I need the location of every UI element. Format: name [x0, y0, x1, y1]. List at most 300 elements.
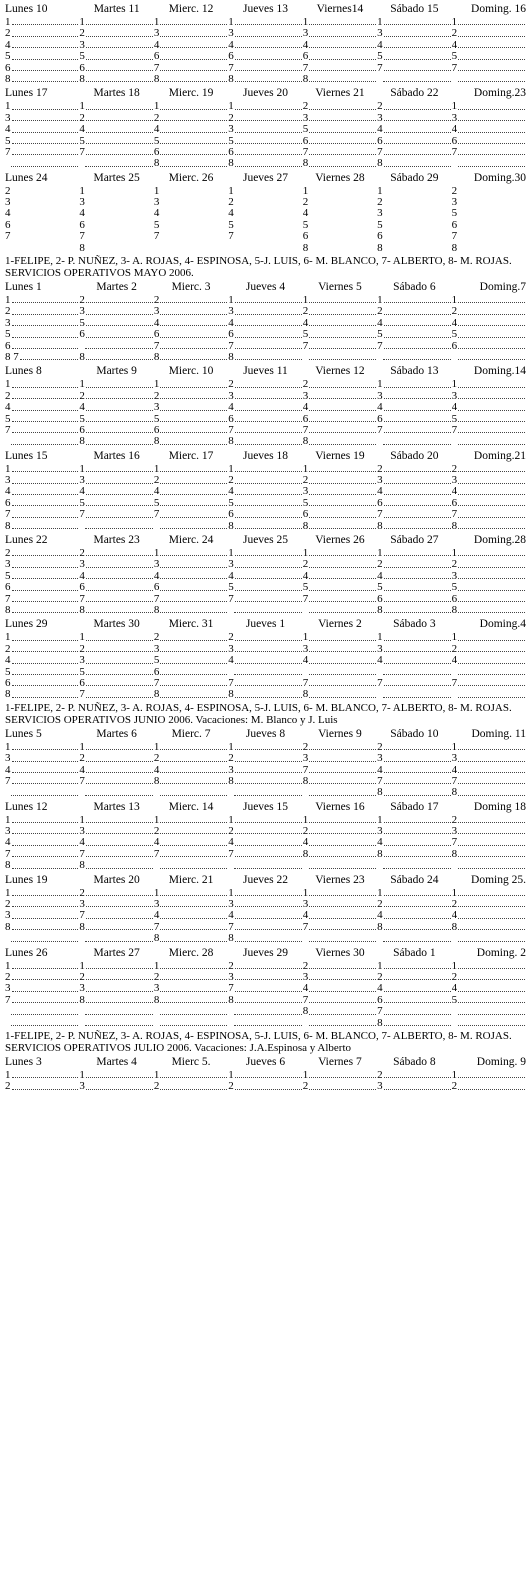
- dotted-leader: [384, 1077, 451, 1078]
- shift-cell: [5, 74, 79, 85]
- shift-number: 5: [5, 666, 11, 678]
- shift-number: 6: [228, 329, 234, 341]
- dotted-leader: [235, 578, 302, 579]
- shift-number: 4: [153, 486, 160, 498]
- dotted-leader: [160, 1089, 227, 1090]
- dotted-leader: [309, 132, 376, 133]
- dotted-leader: [12, 132, 79, 133]
- shift-cell: [228, 776, 302, 787]
- shift-number: 4: [377, 655, 383, 667]
- shift-cell: [377, 402, 451, 413]
- dotted-leader: [86, 302, 153, 303]
- shift-cell: [228, 487, 302, 498]
- dotted-leader: [384, 70, 451, 71]
- dotted-leader: [160, 154, 227, 155]
- dotted-leader: [160, 24, 227, 25]
- shift-cell: [79, 933, 153, 944]
- shift-cell: [154, 136, 228, 147]
- shift-number: 8: [451, 242, 458, 254]
- shift-number: 6: [302, 51, 309, 63]
- day-header: Sábado 29: [390, 171, 439, 184]
- shift-number: 4: [79, 837, 85, 849]
- dotted-leader: [235, 410, 302, 411]
- shift-cell: [5, 571, 79, 582]
- shift-row: [5, 379, 526, 390]
- shift-number: 8: [79, 605, 85, 616]
- shift-cell: [452, 498, 526, 509]
- dotted-leader: [235, 359, 302, 360]
- shift-cell: [5, 922, 79, 933]
- shift-cell: [154, 464, 228, 475]
- dotted-leader: [12, 143, 79, 144]
- shift-number: 2: [228, 379, 234, 391]
- dotted-leader: [11, 941, 78, 942]
- dotted-leader: [384, 471, 451, 472]
- shift-cell: [452, 487, 526, 498]
- shift-number: 3: [153, 983, 160, 995]
- shift-cell: [452, 753, 526, 764]
- dotted-leader: [458, 47, 525, 48]
- shift-number: 8: [302, 775, 309, 787]
- shift-cell: [228, 571, 302, 582]
- shift-number: 3: [5, 753, 11, 765]
- dotted-leader: [458, 1014, 525, 1015]
- shift-cell: [154, 231, 228, 242]
- dotted-leader: [86, 749, 153, 750]
- day-header: Mierc. 26: [168, 171, 214, 184]
- shift-cell: [452, 231, 526, 242]
- shift-number: 3: [5, 983, 11, 995]
- shift-number: 1: [228, 814, 234, 826]
- shift-cell: [377, 51, 451, 62]
- shift-number: 7: [451, 62, 458, 74]
- dotted-leader: [384, 918, 451, 919]
- day-header: Sábado 1: [393, 946, 436, 959]
- shift-number: 8: [5, 520, 11, 532]
- shift-number: 8: [228, 933, 234, 945]
- shift-cell: [452, 318, 526, 329]
- shift-cell: [452, 787, 526, 798]
- dotted-leader: [458, 968, 525, 969]
- dotted-leader: [12, 968, 79, 969]
- dotted-leader: [309, 674, 376, 675]
- shift-number: 1: [228, 295, 234, 307]
- shift-row: [5, 318, 526, 329]
- shift-cell: [377, 1081, 451, 1092]
- shift-cell: [377, 220, 451, 231]
- month-title: SERVICIOS OPERATIVOS JUNIO 2006. Vacaciones: M. Blanco y J. Luis: [5, 713, 338, 726]
- shift-cell: [79, 689, 153, 700]
- shift-number: 1: [5, 741, 11, 753]
- shift-number: 2: [451, 28, 458, 40]
- shift-cell: [228, 1070, 302, 1081]
- shift-cell: [303, 51, 377, 62]
- dotted-leader: [160, 143, 227, 144]
- dotted-leader: [235, 24, 302, 25]
- dotted-leader: [384, 601, 451, 602]
- shift-row: [5, 498, 526, 509]
- shift-cell: [79, 113, 153, 124]
- shift-cell: [5, 995, 79, 1006]
- dotted-leader: [235, 991, 302, 992]
- dotted-leader: [235, 483, 302, 484]
- dotted-leader: [160, 528, 227, 529]
- shift-number: 4: [153, 570, 160, 582]
- dotted-leader: [458, 24, 525, 25]
- shift-cell: [452, 197, 526, 208]
- shift-number: 3: [302, 899, 309, 911]
- dotted-leader: [235, 302, 302, 303]
- shift-cell: [452, 306, 526, 317]
- shift-cell: [228, 425, 302, 436]
- shift-number: 4: [5, 837, 11, 849]
- shift-cell: [452, 571, 526, 582]
- dotted-leader: [86, 567, 153, 568]
- shift-cell: [79, 922, 153, 933]
- shift-cell: [79, 815, 153, 826]
- shift-cell: [154, 509, 228, 520]
- week-block: [5, 364, 526, 447]
- dotted-leader: [12, 505, 79, 506]
- dotted-leader: [86, 47, 153, 48]
- dotted-leader: [458, 941, 525, 942]
- shift-number: 2: [5, 185, 11, 197]
- shift-cell: [452, 1070, 526, 1081]
- shift-cell: [303, 655, 377, 666]
- shift-cell: [377, 922, 451, 933]
- day-header: Doming. 9: [476, 1055, 526, 1068]
- shift-row: [5, 147, 526, 158]
- shift-number: 2: [377, 972, 383, 983]
- shift-cell: [5, 425, 79, 436]
- shift-number: 5: [451, 582, 458, 594]
- shift-number: 1: [302, 463, 309, 475]
- shift-number: 5: [451, 208, 458, 220]
- dotted-leader: [12, 81, 79, 82]
- shift-cell: [303, 776, 377, 787]
- shift-number: 7: [228, 983, 234, 995]
- shift-number: 2: [302, 559, 309, 571]
- week-header: [5, 800, 526, 815]
- shift-number: 7: [451, 231, 458, 243]
- shift-cell: [303, 113, 377, 124]
- shift-row: [5, 972, 526, 983]
- shift-number: 1: [5, 1069, 11, 1081]
- dotted-leader: [309, 772, 376, 773]
- day-header: Lunes 5: [5, 727, 42, 740]
- shift-number: 6: [451, 497, 458, 509]
- dotted-leader: [384, 348, 451, 349]
- day-header: Lunes 24: [5, 171, 48, 184]
- shift-cell: [377, 329, 451, 340]
- shift-cell: [303, 498, 377, 509]
- day-header: Doming.23: [473, 87, 526, 100]
- shift-row: [5, 208, 526, 219]
- shift-row: [5, 74, 526, 85]
- dotted-leader: [458, 1025, 525, 1026]
- dotted-leader: [86, 697, 153, 698]
- dotted-leader: [458, 494, 525, 495]
- shift-number: 4: [377, 764, 383, 776]
- shift-cell: [303, 295, 377, 306]
- shift-cell: [228, 521, 302, 532]
- dotted-leader: [384, 567, 451, 568]
- dotted-leader: [458, 685, 525, 686]
- shift-number: 8: [302, 436, 309, 448]
- dotted-leader: [160, 822, 227, 823]
- shift-number: 2: [451, 972, 458, 983]
- day-header: Martes 13: [93, 800, 140, 813]
- dotted-leader: [384, 120, 451, 121]
- shift-number: 4: [153, 764, 160, 776]
- day-header: Viernes 9: [318, 727, 362, 740]
- shift-number: 7: [451, 775, 458, 787]
- dotted-leader: [160, 856, 227, 857]
- dotted-leader: [309, 578, 376, 579]
- shift-number: 4: [79, 570, 85, 582]
- dotted-leader: [12, 590, 79, 591]
- dotted-leader: [458, 663, 525, 664]
- shift-cell: [79, 837, 153, 848]
- shift-cell: [377, 1018, 451, 1029]
- shift-cell: [452, 391, 526, 402]
- dotted-leader: [458, 833, 525, 834]
- dotted-leader: [309, 697, 376, 698]
- day-header: Sábado 17: [390, 800, 439, 813]
- dotted-leader: [458, 555, 525, 556]
- shift-cell: [5, 1018, 79, 1029]
- shift-cell: [452, 776, 526, 787]
- shift-cell: [5, 306, 79, 317]
- dotted-leader: [458, 70, 525, 71]
- dotted-leader: [12, 663, 79, 664]
- shift-cell: [377, 888, 451, 899]
- shift-cell: [228, 922, 302, 933]
- dotted-leader: [384, 749, 451, 750]
- shift-cell: [377, 910, 451, 921]
- dotted-leader: [160, 663, 227, 664]
- shift-cell: [154, 922, 228, 933]
- shift-cell: [5, 860, 79, 871]
- dotted-leader: [160, 387, 227, 388]
- shift-cell: [154, 571, 228, 582]
- shift-cell: [79, 475, 153, 486]
- shift-cell: [79, 158, 153, 169]
- shift-cell: [377, 425, 451, 436]
- shift-number: 5: [228, 219, 234, 231]
- shift-cell: [154, 521, 228, 532]
- shift-cell: [154, 594, 228, 605]
- shift-cell: [377, 509, 451, 520]
- dotted-leader: [160, 494, 227, 495]
- dotted-leader: [383, 697, 450, 698]
- dotted-leader: [309, 941, 376, 942]
- shift-cell: [303, 995, 377, 1006]
- shift-cell: [79, 208, 153, 219]
- shift-cell: [452, 352, 526, 363]
- dotted-leader: [309, 749, 376, 750]
- shift-number: 4: [377, 910, 383, 922]
- shift-cell: [303, 352, 377, 363]
- shift-number: 3: [228, 643, 234, 655]
- shift-number: 8: [228, 775, 234, 787]
- shift-cell: [303, 136, 377, 147]
- dotted-leader: [86, 314, 153, 315]
- shift-cell: [377, 101, 451, 112]
- shift-cell: [154, 776, 228, 787]
- day-header: Mierc 5.: [171, 1055, 211, 1068]
- shift-number: 8: [302, 1006, 309, 1018]
- shift-number: 1: [5, 379, 11, 391]
- shift-number: 1: [5, 101, 11, 113]
- dotted-leader: [384, 761, 451, 762]
- shift-cell: [452, 243, 526, 254]
- day-header: Viernes 30: [315, 946, 365, 959]
- dotted-leader: [12, 991, 79, 992]
- shift-number: 2: [228, 960, 234, 972]
- dotted-leader: [86, 578, 153, 579]
- dotted-leader: [309, 528, 376, 529]
- dotted-leader: [86, 1077, 153, 1078]
- shift-number: 7: [153, 921, 160, 933]
- shift-number: 4: [451, 124, 458, 136]
- dotted-leader: [12, 1089, 79, 1090]
- dotted-leader: [86, 483, 153, 484]
- shift-cell: [5, 582, 79, 593]
- shift-number: 4: [5, 208, 11, 220]
- shift-cell: [452, 147, 526, 158]
- shift-number: 4: [451, 983, 458, 995]
- dotted-leader: [11, 795, 78, 796]
- week-block: [5, 280, 526, 363]
- shift-cell: [5, 765, 79, 776]
- dotted-leader: [458, 1002, 525, 1003]
- shift-number: 5: [79, 135, 85, 147]
- shift-cell: [228, 594, 302, 605]
- shift-cell: [377, 753, 451, 764]
- shift-number: 2: [79, 112, 85, 124]
- shift-number: 5: [153, 655, 160, 667]
- shift-number: 8: [79, 351, 85, 363]
- shift-number: 1: [79, 185, 85, 197]
- day-header: Mierc. 28: [168, 946, 214, 959]
- shift-number: 1: [228, 741, 234, 753]
- shift-number: 6: [79, 582, 85, 594]
- day-header: Mierc. 7: [171, 727, 211, 740]
- dotted-leader: [309, 471, 376, 472]
- week-header: [5, 2, 526, 17]
- shift-cell: [5, 28, 79, 39]
- shift-cell: [79, 910, 153, 921]
- shift-number: 4: [5, 655, 11, 667]
- dotted-leader: [234, 1014, 301, 1015]
- shift-row: [5, 910, 526, 921]
- shift-cell: [452, 826, 526, 837]
- dotted-leader: [12, 70, 79, 71]
- shift-cell: [5, 548, 79, 559]
- shift-number: 3: [377, 643, 383, 655]
- week-block: [5, 873, 526, 945]
- shift-number: 4: [228, 655, 234, 667]
- shift-number: 3: [451, 826, 458, 838]
- shift-number: 7: [5, 231, 11, 243]
- dotted-leader: [86, 517, 153, 518]
- dotted-leader: [160, 59, 227, 60]
- shift-number: 2: [302, 741, 309, 753]
- shift-number: 1: [302, 1069, 309, 1081]
- shift-number: 5: [153, 413, 160, 425]
- shift-cell: [5, 414, 79, 425]
- shift-cell: [154, 63, 228, 74]
- shift-cell: [79, 961, 153, 972]
- shift-number: 3: [79, 655, 85, 667]
- dotted-leader: [384, 483, 451, 484]
- dotted-leader: [235, 906, 302, 907]
- shift-number: 2: [302, 960, 309, 972]
- shift-row: [5, 475, 526, 486]
- shift-row: [5, 124, 526, 135]
- dotted-leader: [160, 640, 227, 641]
- shift-number: 8 7: [5, 351, 19, 363]
- week-block: [5, 617, 526, 700]
- shift-cell: [377, 498, 451, 509]
- dotted-leader: [160, 968, 227, 969]
- shift-number: 6: [5, 497, 11, 509]
- shift-cell: [303, 487, 377, 498]
- dotted-leader: [309, 1025, 376, 1026]
- dotted-leader: [309, 612, 376, 613]
- shift-number: 4: [302, 570, 309, 582]
- shift-cell: [228, 972, 302, 983]
- shift-number: 5: [302, 124, 309, 136]
- shift-number: 2: [153, 1081, 160, 1093]
- shift-cell: [5, 158, 79, 169]
- dotted-leader: [309, 410, 376, 411]
- week-block: [5, 800, 526, 872]
- dotted-leader: [160, 471, 227, 472]
- shift-row: [5, 243, 526, 254]
- day-header: Lunes 12: [5, 800, 48, 813]
- shift-cell: [452, 425, 526, 436]
- shift-number: 3: [5, 559, 11, 571]
- shift-number: 8: [302, 242, 309, 254]
- shift-row: [5, 17, 526, 28]
- day-header: Viernes 16: [315, 800, 365, 813]
- shift-number: 1: [228, 101, 234, 113]
- dotted-leader: [12, 471, 79, 472]
- dotted-leader: [160, 359, 227, 360]
- shift-row: [5, 655, 526, 666]
- shift-number: 2: [228, 197, 234, 209]
- shift-cell: [79, 753, 153, 764]
- day-header: Martes 25: [93, 171, 140, 184]
- dotted-leader: [384, 651, 451, 652]
- shift-cell: [154, 582, 228, 593]
- shift-cell: [154, 837, 228, 848]
- shift-cell: [228, 341, 302, 352]
- shift-number: 2: [302, 197, 309, 209]
- dotted-leader: [458, 918, 525, 919]
- shift-cell: [5, 678, 79, 689]
- shift-cell: [154, 414, 228, 425]
- shift-number: 6: [79, 677, 85, 689]
- dotted-leader: [384, 929, 451, 930]
- dotted-leader: [235, 845, 302, 846]
- dotted-leader: [12, 749, 79, 750]
- shift-number: 5: [377, 329, 383, 341]
- shift-cell: [303, 899, 377, 910]
- shift-number: 7: [5, 509, 11, 521]
